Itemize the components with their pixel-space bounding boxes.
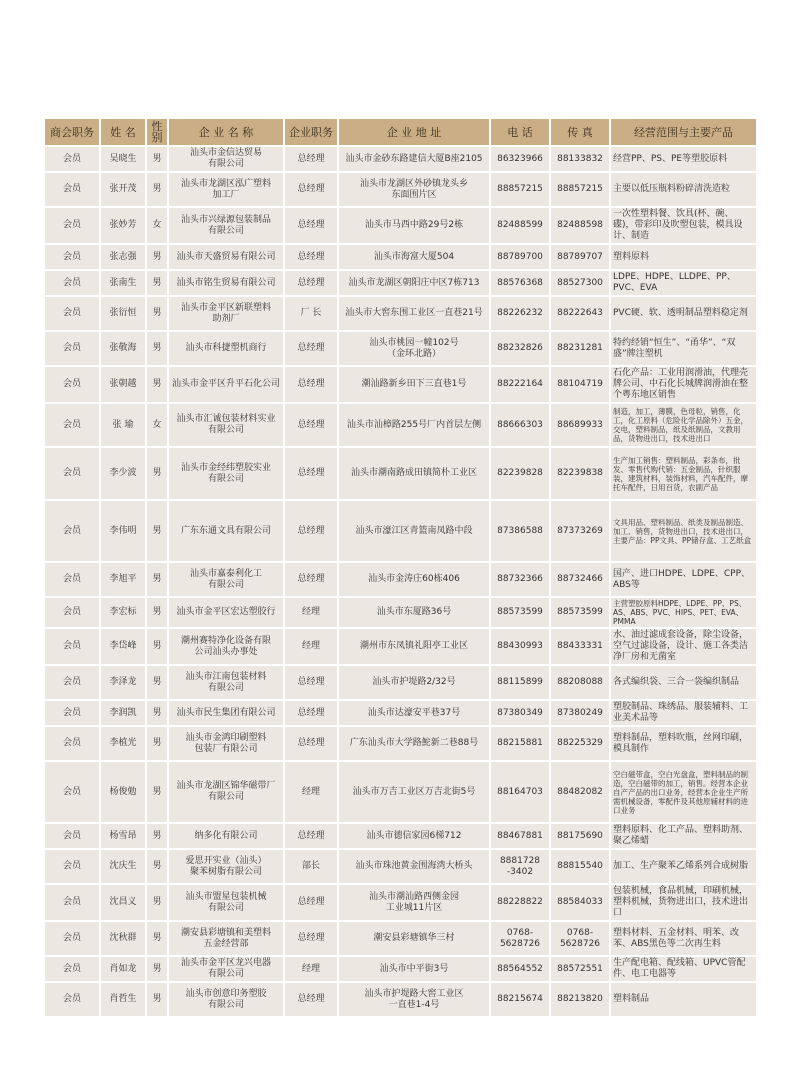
cell-business: 一次性塑料餐、饮具(杯、碗、碟)，带彩印及吹塑包装，模具设计、制造 [609,208,756,243]
cell-name: 张志强 [99,245,145,269]
cell-position: 总经理 [283,448,337,499]
cell-address: 汕头市珠池黄金围海湾大桥头 [337,850,489,883]
table-row [45,762,756,822]
cell-position: 总经理 [283,147,337,171]
cell-company: 汕头市金信达贸易 有限公司 [167,147,283,171]
cell-business: 空白磁带盒，空白光盘盒，塑料制品的制造，空白磁带的加工，销售。经营本企业自产产品的出口业务，经营本企业生产所需机械设备，零配件及其他原辅材料的进口业务 [609,762,756,822]
table-row [45,245,756,269]
table-row [45,957,756,981]
cell-phone: 88467881 [489,824,549,848]
cell-address: 汕头市德信家园6梯712 [337,824,489,848]
table-row [45,885,756,920]
cell-phone: 8881728 -3402 [489,850,549,883]
table-row [45,598,756,627]
cell-name: 张妙芳 [99,208,145,243]
cell-gender: 男 [145,271,167,295]
cell-company: 汕头市创意印务塑胶 有限公司 [167,983,283,1016]
cell-role: 会员 [45,762,99,822]
cell-phone: 87386588 [489,501,549,561]
cell-fax: 87373269 [549,501,609,561]
cell-address: 汕头市达濠安平巷37号 [337,701,489,725]
cell-business: 各式编织袋、三合一袋编织制品 [609,666,756,699]
cell-fax: 88689933 [549,404,609,446]
cell-name: 张南生 [99,271,145,295]
table-row [45,563,756,596]
cell-business: 国产、进口HDPE、LDPE、CPP、ABS等 [609,563,756,596]
cell-name: 张敬海 [99,332,145,365]
cell-gender: 男 [145,245,167,269]
cell-gender: 男 [145,173,167,206]
cell-address: 汕头市桃园一幢102号 （金环北路） [337,332,489,365]
cell-gender: 男 [145,147,167,171]
cell-gender: 男 [145,563,167,596]
table-row [45,404,756,446]
table-row [45,629,756,664]
cell-address: 广东汕头市大学路鮀新二巷88号 [337,727,489,760]
cell-phone: 88430993 [489,629,549,664]
cell-role: 会员 [45,727,99,760]
table-row [45,983,756,1016]
cell-company: 汕头市兴绿源包装制品 有限公司 [167,208,283,243]
cell-business: 生产加工销售：塑料制品，彩条布，批发、零售代购代销：五金制品，针织服装，建筑材料，装饰材料，汽车配件，摩托车配件，日用百货，农副产品 [609,448,756,499]
cell-company: 汕头市金鸿印刷塑料 包装厂有限公司 [167,727,283,760]
cell-gender: 男 [145,885,167,920]
cell-fax: 88572551 [549,957,609,981]
table-row [45,701,756,725]
cell-address: 汕头市金砂东路建信大厦B座2105 [337,147,489,171]
cell-fax: 88732466 [549,563,609,596]
table-row [45,173,756,206]
cell-position: 经理 [283,957,337,981]
cell-address: 汕头市万吉工业区万吉北街5号 [337,762,489,822]
cell-phone: 88232826 [489,332,549,365]
cell-fax: 82488598 [549,208,609,243]
table-row [45,501,756,561]
cell-role: 会员 [45,701,99,725]
cell-role: 会员 [45,173,99,206]
cell-phone: 88222164 [489,367,549,402]
table-row [45,208,756,243]
member-table-container [45,117,756,1018]
table-row [45,147,756,171]
cell-business: 文具用品、塑料制品、纸类及制品制造、加工、销售，货物进出口，技术进出口，主要产品：PP文具、PP储存盒、工艺纸盒 [609,501,756,561]
cell-name: 李泽龙 [99,666,145,699]
cell-role: 会员 [45,885,99,920]
cell-position: 总经理 [283,666,337,699]
cell-fax: 88433331 [549,629,609,664]
cell-role: 会员 [45,208,99,243]
cell-position: 经理 [283,598,337,627]
table-row [45,850,756,883]
cell-company: 汕头市民生集团有限公司 [167,701,283,725]
member-table [45,117,756,1018]
cell-name: 李岱峰 [99,629,145,664]
cell-position: 部长 [283,850,337,883]
cell-business: 特约经销“恒生”、“甬华”、“双盛”牌注塑机 [609,332,756,365]
cell-business: 塑胶制品、珠绣品、服装辅料、工业美术品等 [609,701,756,725]
cell-company: 汕头市金平区新联塑料 助剂厂 [167,297,283,330]
header-address: 企 业 地 址 [337,119,489,145]
cell-phone: 88573599 [489,598,549,627]
cell-position: 总经理 [283,824,337,848]
cell-phone: 0768- 5628726 [489,922,549,955]
cell-business: 塑料材料、五金材料、明苯、改苯、ABS黑色等二次再生料 [609,922,756,955]
table-row [45,824,756,848]
cell-name: 肖哲生 [99,983,145,1016]
cell-gender: 男 [145,666,167,699]
cell-company: 汕头市科捷塑机商行 [167,332,283,365]
cell-phone: 87380349 [489,701,549,725]
cell-gender: 男 [145,957,167,981]
cell-address: 汕头市龙湖区朝阳庄中区7栋713 [337,271,489,295]
cell-name: 李植光 [99,727,145,760]
cell-phone: 88215674 [489,983,549,1016]
member-rows [45,147,756,1016]
cell-role: 会员 [45,271,99,295]
cell-role: 会员 [45,666,99,699]
cell-gender: 男 [145,332,167,365]
cell-position: 总经理 [283,701,337,725]
table-row [45,922,756,955]
cell-address: 汕头市护堤路大窖工业区 一直巷1-4号 [337,983,489,1016]
cell-fax: 88584033 [549,885,609,920]
cell-company: 汕头市金平区宏达塑胶行 [167,598,283,627]
cell-name: 张衍恒 [99,297,145,330]
cell-company: 潮安县彩塘镇和美塑料 五金经营部 [167,922,283,955]
cell-role: 会员 [45,332,99,365]
cell-phone: 88732366 [489,563,549,596]
cell-business: LDPE、HDPE、LLDPE、PP、PVC、EVA [609,271,756,295]
cell-phone: 88564552 [489,957,549,981]
cell-fax: 87380249 [549,701,609,725]
cell-position: 总经理 [283,727,337,760]
cell-position: 总经理 [283,208,337,243]
table-row [45,666,756,699]
cell-name: 杨俊勉 [99,762,145,822]
cell-name: 李宏标 [99,598,145,627]
cell-company: 汕头市汇诚包装材料实业 有限公司 [167,404,283,446]
cell-name: 沈庆生 [99,850,145,883]
cell-gender: 女 [145,208,167,243]
cell-company: 广东东通文具有限公司 [167,501,283,561]
cell-business: 水、油过滤成套设备，除尘设备，空气过滤设备，设计、施工各类洁净厂房和无菌室 [609,629,756,664]
cell-role: 会员 [45,448,99,499]
cell-gender: 男 [145,297,167,330]
cell-role: 会员 [45,922,99,955]
cell-position: 总经理 [283,563,337,596]
cell-company: 汕头市盟星包装机械 有限公司 [167,885,283,920]
header-row [45,119,756,145]
cell-name: 杨雪昂 [99,824,145,848]
header-gender [145,119,167,145]
table-row [45,332,756,365]
cell-address: 汕头市东厦路36号 [337,598,489,627]
cell-name: 吴晓生 [99,147,145,171]
cell-business: 加工、生产聚苯乙烯系列合成树脂 [609,850,756,883]
header-gender-label: 性别 [151,120,163,144]
cell-company: 爱思开实业（汕头） 聚苯树脂有限公司 [167,850,283,883]
cell-position: 总经理 [283,983,337,1016]
cell-fax: 88231281 [549,332,609,365]
table-row [45,448,756,499]
cell-position: 总经理 [283,271,337,295]
cell-name: 李伟明 [99,501,145,561]
cell-role: 会员 [45,629,99,664]
cell-name: 张朝越 [99,367,145,402]
cell-position: 总经理 [283,245,337,269]
header-company: 企 业 名 称 [167,119,283,145]
cell-position: 厂 长 [283,297,337,330]
cell-role: 会员 [45,824,99,848]
header-business: 经营范围与主要产品 [609,119,756,145]
cell-name: 沈昌义 [99,885,145,920]
cell-company: 汕头市龙湖区锦华磁带厂 有限公司 [167,762,283,822]
cell-fax: 88225329 [549,727,609,760]
cell-gender: 男 [145,598,167,627]
cell-phone: 88226232 [489,297,549,330]
cell-address: 潮州市东凤镇礼阳亭工业区 [337,629,489,664]
cell-fax: 88573599 [549,598,609,627]
cell-name: 李润凯 [99,701,145,725]
cell-business: 生产配电箱、配线箱、UPVC管配件、电工电器等 [609,957,756,981]
cell-fax: 88208088 [549,666,609,699]
cell-gender: 男 [145,762,167,822]
cell-gender: 男 [145,922,167,955]
cell-role: 会员 [45,563,99,596]
cell-gender: 男 [145,629,167,664]
cell-address: 汕头市潮南路成田镇简朴工业区 [337,448,489,499]
cell-name: 肖如龙 [99,957,145,981]
cell-business: 塑料制品 [609,983,756,1016]
cell-fax: 88213820 [549,983,609,1016]
cell-company: 汕头市龙湖区泓广塑料 加工厂 [167,173,283,206]
cell-phone: 88666303 [489,404,549,446]
cell-role: 会员 [45,850,99,883]
cell-phone: 82488599 [489,208,549,243]
table-row [45,727,756,760]
cell-position: 总经理 [283,173,337,206]
cell-name: 李少波 [99,448,145,499]
cell-phone: 88228822 [489,885,549,920]
cell-role: 会员 [45,297,99,330]
cell-address: 汕头市中平街3号 [337,957,489,981]
cell-company: 汕头市金经纬塑胶实业 有限公司 [167,448,283,499]
cell-phone: 88215881 [489,727,549,760]
cell-fax: 88527300 [549,271,609,295]
cell-role: 会员 [45,147,99,171]
cell-fax: 88133832 [549,147,609,171]
cell-address: 潮汕路新乡田下三直巷1号 [337,367,489,402]
cell-phone: 82239828 [489,448,549,499]
cell-gender: 女 [145,404,167,446]
cell-business: 经营PP、PS、PE等塑胶原料 [609,147,756,171]
cell-address: 汕头市大窖东围工业区一直巷21号 [337,297,489,330]
cell-position: 总经理 [283,367,337,402]
cell-company: 汕头市嘉泰利化工 有限公司 [167,563,283,596]
cell-business: 制造，加工，薄膜，色母粒，销售，化工，化工原料（危险化学品除外）五金，交电，塑料制品，纸及纸制品，文教用品，货物进出口，技术进出口 [609,404,756,446]
cell-phone: 86323966 [489,147,549,171]
cell-phone: 88789700 [489,245,549,269]
cell-business: 主营塑胶原料HDPE、LDPE、PP、PS、AS、ABS、PVC、HIPS、PET、EVA、PMMA [609,598,756,627]
table-row [45,271,756,295]
cell-company: 汕头市天盛贸易有限公司 [167,245,283,269]
cell-role: 会员 [45,598,99,627]
header-name: 姓 名 [99,119,145,145]
cell-address: 汕头市金涛庄60栋406 [337,563,489,596]
cell-company: 汕头市金平区升平石化公司 [167,367,283,402]
cell-role: 会员 [45,983,99,1016]
cell-address: 汕头市海富大厦504 [337,245,489,269]
cell-address: 汕头市龙湖区外砂镇龙头乡 东面围片区 [337,173,489,206]
cell-phone: 88115899 [489,666,549,699]
cell-phone: 88576368 [489,271,549,295]
cell-address: 汕头市汕樟路255号厂内首层左侧 [337,404,489,446]
cell-gender: 男 [145,501,167,561]
cell-gender: 男 [145,727,167,760]
cell-business: 石化产品：工业用润滑油，代理壳牌公司、中石化长城牌润滑油在整个粤东地区销售 [609,367,756,402]
cell-business: 主要以低压瓶料粉碎清洗造粒 [609,173,756,206]
cell-company: 汕头市江南包装材料 有限公司 [167,666,283,699]
cell-address: 汕头市马西中路29号2栋 [337,208,489,243]
cell-name: 沈秋群 [99,922,145,955]
table-row [45,297,756,330]
cell-fax: 82239838 [549,448,609,499]
cell-phone: 88857215 [489,173,549,206]
cell-business: 塑料原料、化工产品、塑料助剂、聚乙烯蜡 [609,824,756,848]
header-phone: 电 话 [489,119,549,145]
cell-address: 汕头市濠江区青篮南凤路中段 [337,501,489,561]
cell-gender: 男 [145,701,167,725]
cell-gender: 男 [145,448,167,499]
cell-company: 潮州赛特净化设备有限 公司汕头办事处 [167,629,283,664]
cell-business: 包装机械，食品机械，印刷机械，塑料机械，货物进出口，技术进出口 [609,885,756,920]
cell-role: 会员 [45,404,99,446]
cell-position: 总经理 [283,922,337,955]
cell-fax: 88222643 [549,297,609,330]
header-position: 企业职务 [283,119,337,145]
cell-gender: 男 [145,850,167,883]
cell-company: 汕头市金平区龙兴电器 有限公司 [167,957,283,981]
cell-gender: 男 [145,824,167,848]
cell-fax: 88815540 [549,850,609,883]
cell-company: 汕头市铭生贸易有限公司 [167,271,283,295]
header-role: 商会职务 [45,119,99,145]
cell-company: 纳多化有限公司 [167,824,283,848]
cell-position: 总经理 [283,501,337,561]
cell-business: 塑料原料 [609,245,756,269]
cell-fax: 88104719 [549,367,609,402]
cell-address: 潮安县彩塘镇华三村 [337,922,489,955]
cell-position: 经理 [283,629,337,664]
cell-business: PVC硬、软、透明制品塑料稳定剂 [609,297,756,330]
cell-gender: 男 [145,367,167,402]
cell-business: 塑料制品，塑料吹瓶，丝网印刷，模具制作 [609,727,756,760]
cell-address: 汕头市护堤路2/32号 [337,666,489,699]
header-fax: 传 真 [549,119,609,145]
cell-position: 总经理 [283,404,337,446]
cell-role: 会员 [45,957,99,981]
cell-position: 总经理 [283,332,337,365]
cell-name: 张 瑜 [99,404,145,446]
cell-name: 李旭平 [99,563,145,596]
cell-role: 会员 [45,245,99,269]
cell-position: 总经理 [283,885,337,920]
cell-address: 汕头市潮汕路西侧金园 工业城11片区 [337,885,489,920]
cell-fax: 88175690 [549,824,609,848]
cell-role: 会员 [45,501,99,561]
cell-fax: 0768- 5628726 [549,922,609,955]
cell-fax: 88857215 [549,173,609,206]
cell-gender: 男 [145,983,167,1016]
cell-fax: 88482082 [549,762,609,822]
cell-name: 张开茂 [99,173,145,206]
cell-fax: 88789707 [549,245,609,269]
table-row [45,367,756,402]
cell-position: 经理 [283,762,337,822]
cell-phone: 88164703 [489,762,549,822]
cell-role: 会员 [45,367,99,402]
